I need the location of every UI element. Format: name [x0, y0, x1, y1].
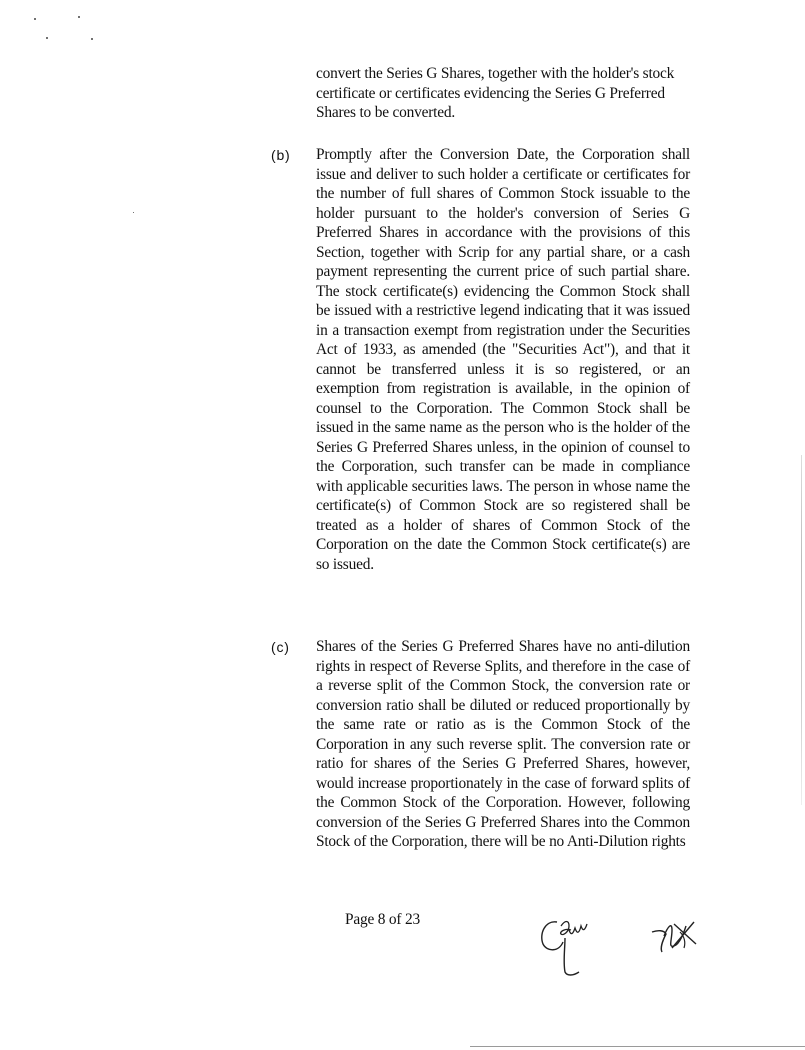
- handwritten-initials-icon: [650, 918, 700, 956]
- scan-edge-line: [801, 455, 802, 805]
- scan-speck: [34, 18, 36, 20]
- section-text-b: Promptly after the Conversion Date, the Corporation shall issue and deliver to such holder a certificate or certificates for the number of full shares of Common Stock issuable to the holder pursuant to the holder's conversion of Series G Preferred Shares in accordance with the provisions of this Section, together with Scrip for any partial share, or a cash payment representing the current price of such partial share. The stock certificate(s) evidencing the Common Stock shall be issued with a restrictive legend indicating that it was issued in a transaction exempt from registration under the Securities Act of 1933, as amended (the "Securities Act"), and that it cannot be transferred unless it is so registered, or an exemption from registration is available, in the opinion of counsel to the Corporation. The Common Stock shall be issued in the same name as the person who is the holder of the Series G Preferred Shares unless, in the opinion of counsel to the Corporation, such transfer can be made in compliance with applicable securities laws. The person in whose name the certificate(s) of Common Stock are so registered shall be treated as a holder of shares of Common Stock of the Corporation on the date the Common Stock certificate(s) are so issued.: [316, 146, 690, 573]
- handwritten-initials-icon: [535, 912, 605, 984]
- scan-speck: [133, 212, 134, 213]
- scan-speck: [46, 37, 48, 39]
- page-number: Page 8 of 23: [345, 911, 420, 928]
- section-text-c: Shares of the Series G Preferred Shares have no anti-dilution rights in respect of Reverse Splits, and therefore in the case of a reverse split of the Common Stock, the conversion rate or conversion ratio shall be diluted or reduced proportionally by the same rate or ratio as is the Common Stock of the Corporation in any such reverse split. The conversion rate or ratio for shares of the Series G Preferred Shares, however, would increase proportionately in the case of forward splits of the Common Stock of the Corporation. However, following conversion of the Series G Preferred Shares into the Common Stock of the Corporation, there will be no Anti-Dilution rights: [316, 638, 690, 850]
- scan-speck: [78, 16, 80, 18]
- intro-paragraph: convert the Series G Shares, together with the holder's stock certificate or certificates evidencing the Series G Preferred Shares to be converted.: [316, 65, 675, 121]
- section-label-b: (b): [271, 147, 291, 163]
- scan-bottom-line: [470, 1046, 805, 1047]
- scan-speck: [91, 38, 93, 40]
- section-label-c: (c): [271, 639, 290, 655]
